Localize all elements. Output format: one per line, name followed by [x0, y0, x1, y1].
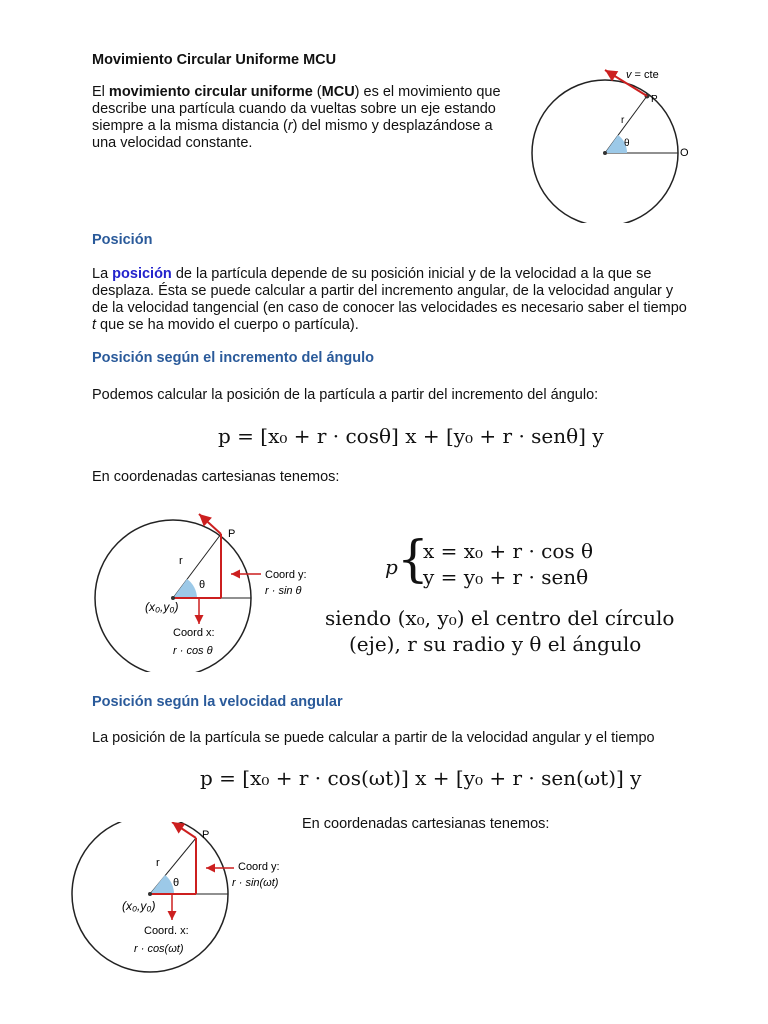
coordx-label: Coord x: [173, 627, 215, 639]
cartesian-intro-2: En coordenadas cartesianas tenemos: [302, 816, 550, 832]
system-line-x: x = x₀ + r · cos θ [423, 539, 594, 563]
velocidad-paragraph: La posición de la partícula se puede calcular a partir de la velocidad angular y el tiempo [92, 730, 655, 746]
velocity-label: v = cte [626, 69, 659, 81]
center-label: (x₀,y₀) [145, 600, 179, 614]
radius-label: r [621, 115, 625, 126]
page-title: Movimiento Circular Uniforme MCU [92, 52, 337, 68]
figure-circle-velocity [520, 58, 720, 223]
point-p-label: P [202, 829, 210, 841]
center-dot [148, 892, 152, 896]
coordy-label: Coord y: [238, 861, 280, 873]
section-heading-posicion: Posición [92, 232, 153, 248]
coordy-formula: r · sin(ωt) [232, 877, 279, 889]
figure-cartesian-angle [85, 512, 345, 672]
angle-arc [150, 875, 174, 894]
theta-label: θ [624, 138, 630, 149]
origin-label: O [680, 147, 689, 159]
intro-r: r [287, 118, 293, 134]
section-heading-angulo: Posición según el incremento del ángulo [92, 350, 374, 366]
center-dot [603, 151, 607, 155]
posicion-text-a: La [92, 266, 113, 282]
point-p-label: P [228, 528, 236, 540]
section-heading-velocidad: Posición según la velocidad angular [92, 694, 343, 710]
intro-text-3: ) es el movimiento que describe una partícula cuando da vueltas sobre un eje estando siempre a la misma distancia ( [92, 84, 501, 134]
system-brace: { [397, 530, 429, 588]
radius-label: r [179, 555, 183, 567]
system-p: p [385, 555, 398, 579]
posicion-text-c: que se ha movido el cuerpo o partícula). [96, 317, 359, 333]
system-line-y: y = y₀ + r · senθ [423, 565, 589, 589]
coordy-formula: r · sin θ [265, 585, 302, 597]
intro-keyword-mcu: MCU [321, 84, 355, 100]
angle-arc [173, 579, 197, 598]
posicion-t: t [92, 317, 97, 333]
equation-position-angle: p = [x₀ + r · cosθ] x + [y₀ + r · senθ] y [218, 424, 604, 448]
figure-cartesian-angular-velocity [62, 822, 312, 1012]
coordx-label: Coord. x: [144, 925, 189, 937]
coordx-formula: r · cos θ [173, 645, 213, 657]
posicion-paragraph [92, 266, 692, 334]
coordx-formula: r · cos(ωt) [134, 943, 184, 955]
theta-label: θ [173, 877, 180, 889]
intro-paragraph [92, 84, 512, 152]
point-p-label: P [651, 94, 658, 105]
intro-keyword-mcu-long: movimiento circular uniforme [108, 84, 313, 100]
coordy-label: Coord y: [265, 569, 307, 581]
posicion-keyword: posición [112, 266, 172, 282]
velocity-arrow [199, 514, 221, 534]
siendo-line-2: (eje), r su radio y θ el ángulo [349, 632, 642, 656]
center-label: (x₀,y₀) [122, 899, 156, 913]
equation-position-angular-velocity: p = [x₀ + r · cos(ωt)] x + [y₀ + r · sen(ωt)] y [200, 766, 642, 790]
theta-label: θ [199, 579, 206, 591]
posicion-text-b: de la partícula depende de su posición inicial y de la velocidad a la que se desplaza. Ésta se puede calcular a partir del incremento angular, de la velocidad angular y de la velocidad tangencial (en caso de conocer las velocidades es necesario saber el tiempo [92, 266, 687, 316]
intro-text-1: El [92, 84, 109, 100]
cartesian-intro-1: En coordenadas cartesianas tenemos: [92, 469, 340, 485]
radius-label: r [156, 857, 160, 869]
intro-text-2: ( [312, 84, 322, 100]
angulo-paragraph: Podemos calcular la posición de la partícula a partir del incremento del ángulo: [92, 387, 599, 403]
intro-text-4: ) del mismo y desplazándose a una velocidad constante. [92, 118, 493, 151]
siendo-line-1: siendo (x₀, y₀) el centro del círculo [325, 606, 675, 630]
